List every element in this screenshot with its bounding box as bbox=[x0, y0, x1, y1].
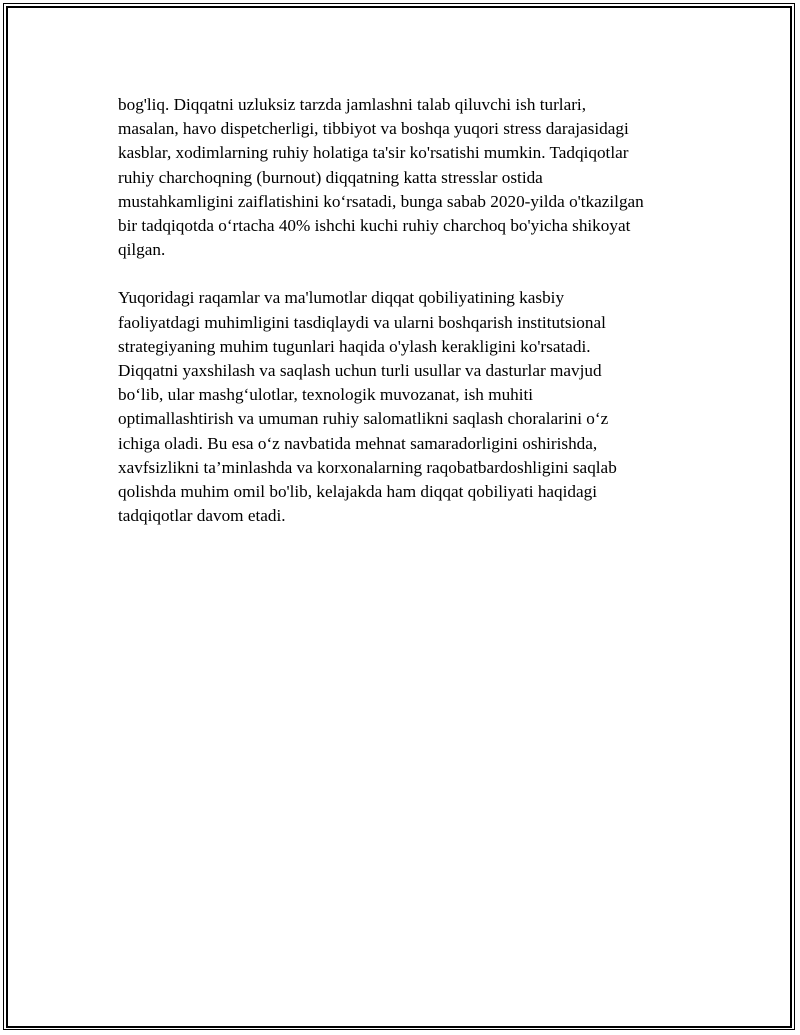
text-line: masalan, havo dispetcherligi, tibbiyot va boshqa yuqori stress darajasidagi bbox=[118, 119, 629, 139]
text-line: bog'liq. Diqqatni uzluksiz tarzda jamlashni talab qiluvchi ish turlari, bbox=[118, 95, 587, 114]
text-line: qilgan. bbox=[118, 240, 166, 260]
text-line: faoliyatdagi muhimligini tasdiqlaydi va ularni boshqarish institutsional bbox=[118, 312, 606, 332]
paragraph-1 bbox=[118, 93, 690, 262]
text-line: Yuqoridagi raqamlar va ma'lumotlar diqqat qobiliyatining kasbiy bbox=[118, 288, 565, 308]
text-line: kasblar, xodimlarning ruhiy holatiga ta'sir ko'rsatishi mumkin. Tadqiqotlar bbox=[118, 143, 629, 163]
text-line: mustahkamligini zaiflatishini ko‘rsatadi, bunga sabab 2020-yilda o'tkazilgan bbox=[118, 191, 644, 211]
text-line: optimallashtirish va umuman ruhiy salomatlikni saqlash choralarini o‘z bbox=[118, 409, 609, 429]
text-line: Diqqatni yaxshilash va saqlash uchun turli usullar va dasturlar mavjud bbox=[118, 361, 602, 381]
text-line: xavfsizlikni ta’minlashda va korxonalarning raqobatbardoshligini saqlab bbox=[118, 457, 617, 477]
text-line: bo‘lib, ular mashg‘ulotlar, texnologik muvozanat, ish muhiti bbox=[118, 385, 534, 405]
text-line: strategiyaning muhim tugunlari haqida o'ylash kerakligini ko'rsatadi. bbox=[118, 336, 591, 356]
text-line: ruhiy charchoqning (burnout) diqqatning katta stresslar ostida bbox=[118, 167, 543, 187]
document-body bbox=[118, 93, 690, 552]
text-line: qolishda muhim omil bo'lib, kelajakda ham diqqat qobiliyati haqidagi bbox=[118, 482, 598, 502]
text-line: bir tadqiqotda o‘rtacha 40% ishchi kuchi ruhiy charchoq bo'yicha shikoyat bbox=[118, 216, 631, 236]
paragraph-2 bbox=[118, 286, 690, 528]
text-line: ichiga oladi. Bu esa o‘z navbatida mehnat samaradorligini oshirishda, bbox=[118, 433, 598, 453]
text-line: tadqiqotlar davom etadi. bbox=[118, 506, 286, 526]
